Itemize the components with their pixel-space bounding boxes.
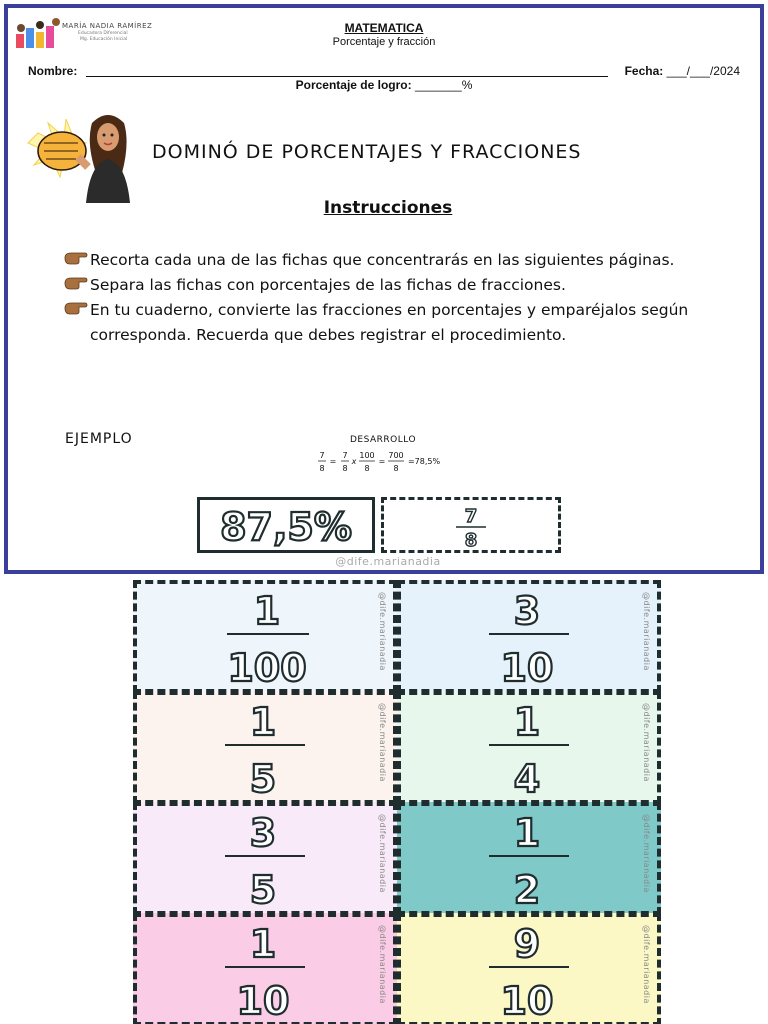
example-fraction-den: 8	[464, 530, 478, 550]
work-label: DESARROLLO	[350, 435, 417, 445]
subject-title: MATEMATICA	[344, 21, 424, 35]
formula-f1-den: 8	[319, 464, 325, 473]
tile-numerator: 3	[513, 589, 541, 633]
domino-tile[interactable]	[133, 913, 397, 1024]
domino-tile[interactable]	[133, 691, 397, 804]
example-percent-tile	[197, 497, 375, 553]
author-handle: @dife.marianadia	[335, 555, 441, 568]
tile-denominator: 4	[513, 757, 541, 800]
achievement-value[interactable]: _______%	[414, 78, 473, 92]
example-label: EJEMPLO	[65, 431, 133, 447]
example-percent: 87,5%	[220, 505, 352, 549]
achievement-label: Porcentaje de logro:	[295, 78, 412, 92]
domino-tile[interactable]	[397, 802, 661, 915]
logo-subtitle-2: Mg. Educación Inicial	[80, 37, 128, 42]
name-blank-line[interactable]	[86, 76, 608, 77]
subject-subtitle: Porcentaje y fracción	[332, 36, 436, 48]
tile-denominator: 10	[236, 979, 290, 1022]
pointing-hand-icon	[64, 251, 88, 265]
instruction-item	[64, 298, 724, 348]
instructions-list	[64, 248, 724, 348]
tile-watermark: @dife.marianadia	[642, 592, 651, 671]
tile-denominator: 2	[513, 868, 541, 911]
tile-watermark: @dife.marianadia	[378, 814, 387, 893]
domino-tile[interactable]	[397, 580, 661, 693]
tile-denominator: 10	[500, 979, 554, 1022]
formula-result: =78,5%	[407, 457, 441, 466]
pointing-hand-icon	[64, 276, 88, 290]
instructions-title: Instrucciones	[323, 198, 453, 218]
tile-numerator: 9	[513, 922, 541, 966]
main-title: DOMINÓ DE PORCENTAJES Y FRACCIONES	[152, 141, 582, 163]
example-formula	[314, 446, 474, 476]
girl-fist-icon	[26, 103, 136, 208]
instruction-text: Recorta cada una de las fichas que concentrarás en las siguientes páginas.	[90, 251, 675, 269]
formula-f2-den: 8	[342, 464, 348, 473]
formula-f3-num: 100	[359, 451, 375, 460]
instruction-item	[64, 248, 724, 273]
domino-tile[interactable]	[133, 580, 397, 693]
instruction-text: En tu cuaderno, convierte las fracciones en porcentajes y emparéjalos según corresponda. Recuerda que debes registrar el procedimiento.	[90, 301, 689, 344]
achievement-row	[8, 78, 760, 92]
tile-numerator: 1	[249, 700, 277, 744]
tile-watermark: @dife.marianadia	[642, 703, 651, 782]
name-label: Nombre:	[28, 64, 78, 78]
date-field[interactable]	[625, 64, 740, 78]
tile-watermark: @dife.marianadia	[378, 592, 387, 671]
date-label: Fecha:	[624, 64, 664, 78]
domino-tile[interactable]	[397, 913, 661, 1024]
example-fraction-num: 7	[464, 506, 478, 527]
formula-times: x	[351, 457, 357, 466]
domino-tiles	[133, 580, 661, 1024]
example-fraction-tile	[381, 497, 561, 553]
formula-f1-num: 7	[319, 451, 325, 460]
logo-name: MARÍA NADIA RAMÍREZ	[62, 22, 153, 30]
worksheet-page	[4, 4, 764, 574]
tile-numerator: 1	[249, 922, 277, 966]
formula-f4-den: 8	[393, 464, 399, 473]
svg-text:=: =	[378, 457, 386, 466]
tile-watermark: @dife.marianadia	[642, 925, 651, 1004]
tile-watermark: @dife.marianadia	[642, 814, 651, 893]
tile-watermark: @dife.marianadia	[378, 925, 387, 1004]
tile-denominator: 100	[227, 646, 307, 689]
formula-f4-num: 700	[388, 451, 404, 460]
tile-numerator: 1	[513, 700, 541, 744]
formula-f2-num: 7	[342, 451, 348, 460]
domino-tile[interactable]	[133, 802, 397, 915]
domino-tile[interactable]	[397, 691, 661, 804]
name-date-row	[28, 64, 740, 78]
tile-denominator: 10	[500, 646, 554, 689]
tile-watermark: @dife.marianadia	[378, 703, 387, 782]
tile-numerator: 1	[253, 589, 281, 633]
pointing-hand-icon	[64, 301, 88, 315]
logo-subtitle: Educadora Diferencial	[78, 31, 128, 36]
svg-text:=: =	[329, 457, 337, 466]
instruction-item	[64, 273, 724, 298]
tile-denominator: 5	[249, 868, 277, 911]
formula-f3-den: 8	[364, 464, 370, 473]
instruction-text: Separa las fichas con porcentajes de las fichas de fracciones.	[90, 276, 566, 294]
date-value: ___/___/2024	[666, 64, 740, 78]
tile-numerator: 1	[513, 811, 541, 855]
tile-denominator: 5	[249, 757, 277, 800]
tile-numerator: 3	[249, 811, 277, 855]
